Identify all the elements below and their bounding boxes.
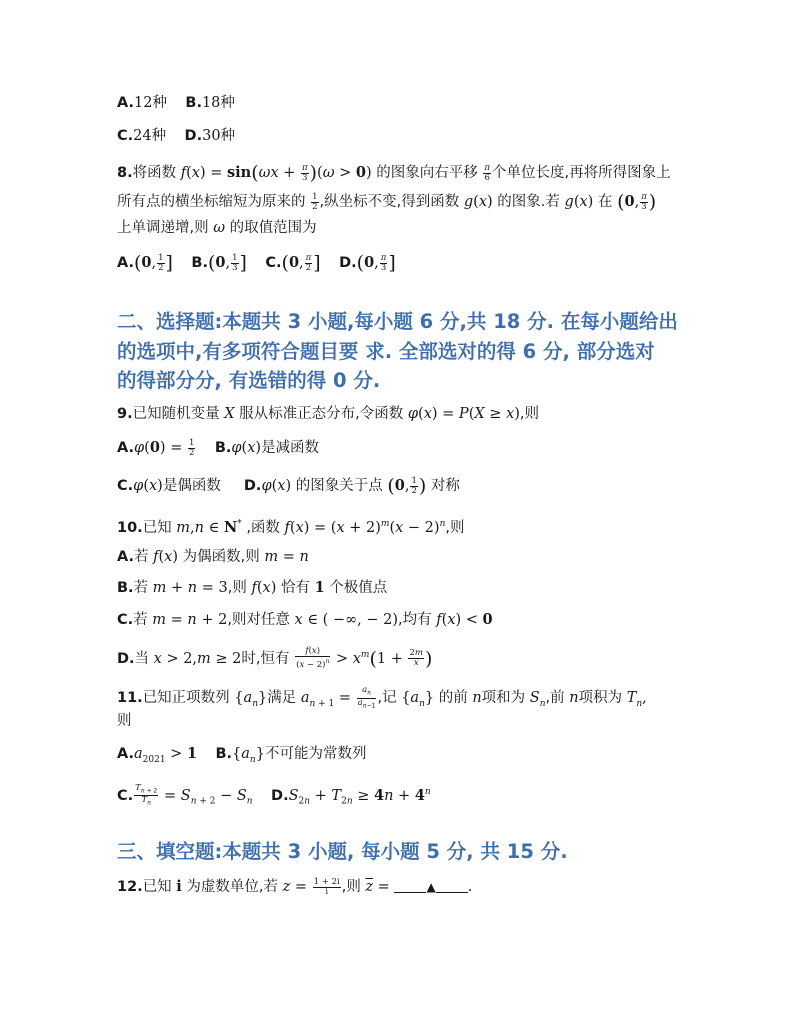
q11-options-row-2: C. $\frac{T_{n + 2}}{T_n}$ = $S_{n + 2} - S_n$ $D.S_{2n} + T_{2n} \ge 4n + 4^n$ xyxy=(117,782,431,808)
q10-option-a: A.若 f(x) 为偶函数,则 m = n xyxy=(117,549,309,565)
question-number: 10. xyxy=(117,519,143,536)
option-letter: C. xyxy=(265,255,282,271)
stem-text: 的图象向右平移 xyxy=(376,165,478,181)
stem-text: ,函数 xyxy=(246,519,280,536)
q11-stem-line-1: 11.已知正项数列 $\{a_n\}$满足 $a_{n + 1}$ = $\frac{a_n}{a_{n-1}}$ ,记 $\{a_n\}$ 的前 n项和为 $S_n$,前 n项积为 $T_n$, xyxy=(117,685,647,710)
q11-options-row-1: $A.a_{2021} > 1$ $B.\{a_n\}$不可能为常数列 xyxy=(117,745,367,765)
stem-text: 项和为 xyxy=(481,690,526,707)
stem-text: 已知随机变量 xyxy=(132,406,220,422)
option-text: 恰有 xyxy=(280,580,310,596)
q8-stem-line-2: 所有点的横坐标缩短为原来的 $\frac{1}{2}$ ,纵坐标不变,得到函数 g(x) 的图象.若 g(x) 在 (0, $\frac{\pi}{3}$ ) xyxy=(117,191,657,213)
answer-blank[interactable] xyxy=(436,880,468,893)
stem-text: 在 xyxy=(597,194,613,210)
stem-text: 已知正项数列 xyxy=(142,690,230,707)
section-2-heading-line-1: 二、选择题:本题共 3 小题,每小题 6 分,共 18 分. 在每小题给出 xyxy=(117,310,678,333)
q12-stem: 12.已知 i 为虚数单位,若 z = $\frac{1 + 2i}{i}$ ,则 $\overline{z}$ = ▲ . xyxy=(117,876,473,897)
stem-text: 的取值范围为 xyxy=(229,220,317,236)
stem-text: 已知 xyxy=(142,519,172,536)
option-text: 不可能为常数列 xyxy=(264,746,367,762)
section-2-heading-line-2: 的选项中,有多项符合题目要 求. 全部选对的得 6 分, 部分选对 xyxy=(117,340,655,363)
option-text: ,则对任意 xyxy=(227,612,290,628)
stem-text: ,记 xyxy=(377,690,397,707)
q11-stem-line-2: 则 xyxy=(117,713,132,729)
option-letter: A. xyxy=(117,95,134,111)
q10-stem: 10.已知 m,n ∈ N* ,函数 $f(x) = (x + 2)^m(x - 2)^n$,则 xyxy=(117,518,465,536)
option-text: ,则 xyxy=(227,580,247,596)
stem-text: ,则 xyxy=(341,879,361,895)
option-letter: B. xyxy=(185,95,202,111)
q7-options-row-1 xyxy=(117,93,235,113)
stem-text: 已知 xyxy=(142,879,172,895)
q9-stem: 9.已知随机变量 X 服从标准正态分布,令函数 φ(x) = P(X ≥ x),则 xyxy=(117,406,540,422)
option-value: 24 xyxy=(133,128,152,144)
option-text: 当 xyxy=(134,650,150,667)
option-text: 为偶函数,则 xyxy=(182,549,260,565)
option-unit: 种 xyxy=(152,95,167,111)
answer-blank[interactable] xyxy=(394,880,426,893)
question-number: 12. xyxy=(117,879,143,895)
stem-text: 服从标准正态分布,令函数 xyxy=(239,406,404,422)
q8-stem-line-1: 8.将函数 f(x) = sin(ωx + $\frac{\pi}{3}$ )(ω > 0) 的图象向右平移 $\frac{\pi}{6}$ 个单位长度,再将所得图象上 xyxy=(117,162,671,184)
q10-option-b: B.若 m + n = 3,则 f(x) 恰有 1 个极值点 xyxy=(117,579,388,596)
option-text: 时,恒有 xyxy=(241,650,290,667)
stem-text: 项积为 xyxy=(578,690,623,707)
section-3-heading: 三、填空题:本题共 3 小题, 每小题 5 分, 共 15 分. xyxy=(117,840,568,863)
stem-text: ,则 xyxy=(445,519,465,536)
q9-options-row-2: C.φ(x)是偶函数 D.φ(x) 的图象关于点 (0, $\frac{1}{2}$ ) 对称 xyxy=(117,475,460,497)
question-number: 11. xyxy=(117,690,143,707)
option-unit: 种 xyxy=(220,95,235,111)
option-letter: C. xyxy=(117,128,134,144)
option-letter: D. xyxy=(339,255,357,271)
option-letter: A. xyxy=(117,255,134,271)
stem-text: ,纵坐标不变,得到函数 xyxy=(319,194,460,210)
option-text: 对称 xyxy=(430,478,460,494)
option-value: 12 xyxy=(134,95,153,111)
stem-text: 个单位长度,再将所得图象上 xyxy=(491,165,671,181)
stem-text: 所有点的横坐标缩短为原来的 xyxy=(117,194,306,210)
option-text: 个极值点 xyxy=(329,580,388,596)
option-value: 30 xyxy=(202,128,221,144)
q7-options-row-2 xyxy=(117,126,235,146)
option-text: 是偶函数 xyxy=(162,478,221,494)
option-unit: 种 xyxy=(220,128,236,144)
q9-options-row-1: A.φ(0) = $\frac{1}{2}$ B.φ(x)是减函数 xyxy=(117,437,320,458)
option-text: 是减函数 xyxy=(261,440,320,456)
option-text: ,均有 xyxy=(398,612,432,628)
option-text: 若 xyxy=(134,549,149,565)
q8-stem-line-3: 上单调递增,则 ω 的取值范围为 xyxy=(117,220,317,236)
option-value: 18 xyxy=(201,95,221,111)
stem-text: 将函数 xyxy=(132,165,177,181)
q8-options: A.(0, $\frac{1}{2}$ ] B.(0, $\frac{1}{3}$ ] C.(0, $\frac{\pi}{2}$ ] D.(0, $\frac{\pi}{3}$ ] xyxy=(117,252,396,274)
option-text: 若 xyxy=(133,612,148,628)
stem-text: 的图象.若 xyxy=(497,194,560,210)
stem-text: 的前 xyxy=(438,690,468,707)
triangle-marker-icon: ▲ xyxy=(426,880,436,894)
option-letter: B. xyxy=(191,255,208,271)
q10-option-c: C.若 m = n + 2,则对任意 x ∈ ( −∞, − 2),均有 f(x) < 0 xyxy=(117,611,493,628)
option-unit: 种 xyxy=(151,128,167,144)
stem-text: 满足 xyxy=(267,690,297,707)
stem-text: 上单调递增,则 xyxy=(117,220,209,236)
option-text: 若 xyxy=(133,580,149,596)
option-letter: D. xyxy=(184,128,203,144)
q10-option-d: D.当 x > 2,m ≥ 2时,恒有 $\frac{f(x)}{(x - 2)^n}$ > $x^m(1$ + $\frac{2m}{x}$ ) xyxy=(117,646,433,671)
section-2-heading-line-3: 的得部分分, 有选错的得 0 分. xyxy=(117,369,381,392)
stem-text: 为虚数单位,若 xyxy=(186,879,279,895)
stem-text: ,则 xyxy=(519,406,540,422)
question-number: 9. xyxy=(117,406,133,422)
question-number: 8. xyxy=(117,165,133,181)
stem-text: ,前 xyxy=(545,690,565,707)
option-text: 的图象关于点 xyxy=(295,478,383,494)
